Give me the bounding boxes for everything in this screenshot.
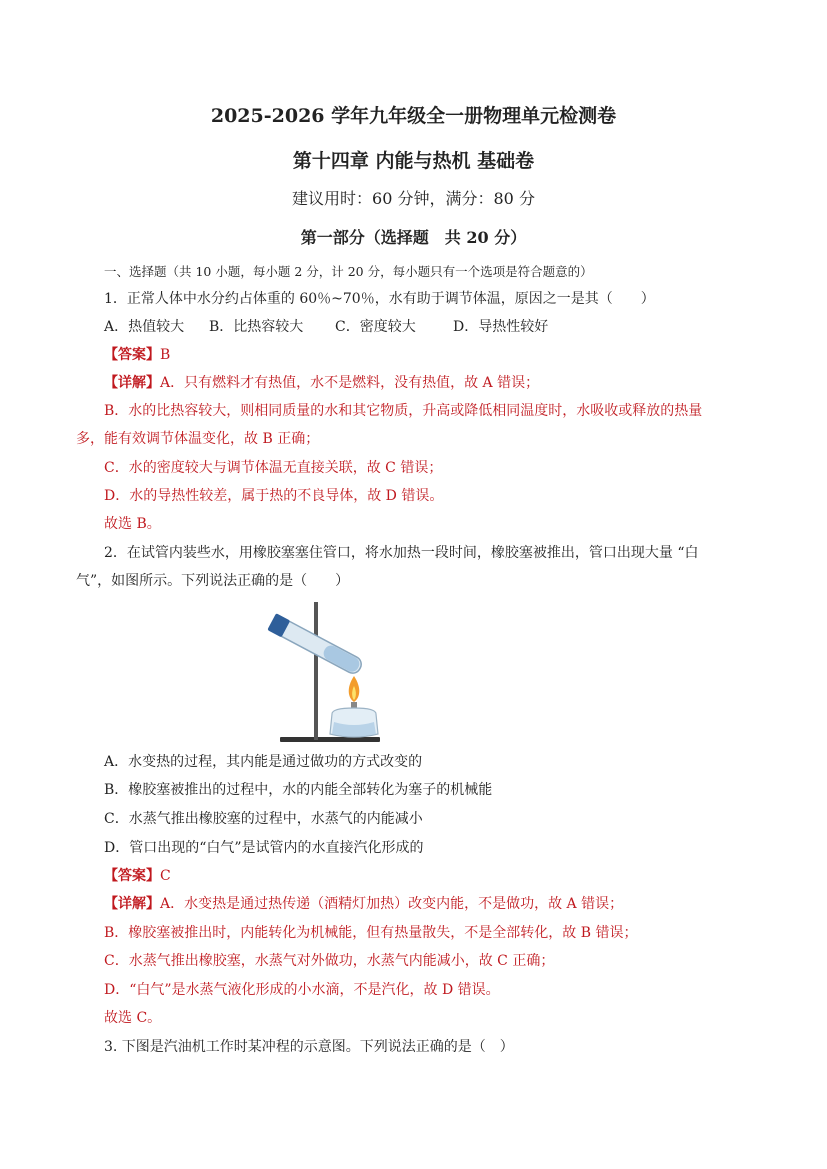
- q2-option-d: D．管口出现的“白气”是试管内的水直接汽化形成的: [104, 840, 424, 856]
- q1-detail-c: C．水的密度较大与调节体温无直接关联，故 C 错误；: [104, 460, 443, 476]
- part-title: 第一部分（选择题 共 20 分）: [300, 228, 527, 247]
- q2-answer-value: C: [160, 868, 171, 884]
- time-info: 建议用时：60 分钟，满分：80 分: [292, 189, 535, 208]
- q1-detail-a-text: A．只有燃料才有热值，水不是燃料，没有热值，故 A 错误；: [160, 375, 540, 391]
- q2-detail-a: [104, 894, 623, 914]
- q1-answer-value: B: [160, 347, 171, 363]
- q1-options: [104, 317, 548, 337]
- q2-stem-line2: 气”，如图所示。下列说法正确的是（ ）: [76, 573, 350, 589]
- q2-answer: [104, 866, 171, 886]
- test-tube-heating-figure: [262, 598, 402, 746]
- q2-stem-line1: 2．在试管内装些水，用橡胶塞塞住管口，将水加热一段时间，橡胶塞被推出，管口出现大量 “白: [104, 545, 699, 561]
- q2-conclusion: 故选 C。: [104, 1010, 162, 1026]
- q1-option-d: D．导热性较好: [453, 319, 549, 335]
- q1-option-c: C．密度较大: [335, 319, 416, 335]
- q2-detail-c: C．水蒸气推出橡胶塞，水蒸气对外做功，水蒸气内能减小，故 C 正确；: [104, 953, 555, 969]
- lamp-wick: [351, 702, 357, 708]
- q1-option-a: A．热值较大: [104, 319, 185, 335]
- q1-conclusion: 故选 B。: [104, 516, 161, 532]
- q1-detail-b1: B．水的比热容较大，则相同质量的水和其它物质，升高或降低相同温度时，水吸收或释放的热量: [104, 403, 703, 419]
- q2-detail-a-text: A．水变热是通过热传递（酒精灯加热）改变内能，不是做功，故 A 错误；: [160, 896, 624, 912]
- q1-detail-a: [104, 373, 539, 393]
- stand-base: [280, 737, 380, 742]
- detail-label: 【详解】: [104, 896, 160, 912]
- answer-label: 【答案】: [104, 868, 160, 884]
- page-title: 2025-2026 学年九年级全一册物理单元检测卷: [210, 105, 617, 127]
- q1-option-b: B．比热容较大: [209, 319, 304, 335]
- detail-label: 【详解】: [104, 375, 160, 391]
- section-heading: 一、选择题（共 10 小题，每小题 2 分，计 20 分，每小题只有一个选项是符合题意的）: [104, 264, 593, 279]
- q1-detail-d: D．水的导热性较差，属于热的不良导体，故 D 错误。: [104, 488, 444, 504]
- q1-detail-b2: 多，能有效调节体温变化，故 B 正确；: [76, 431, 320, 447]
- q2-option-c: C．水蒸气推出橡胶塞的过程中，水蒸气的内能减小: [104, 811, 423, 827]
- q2-option-b: B．橡胶塞被推出的过程中，水的内能全部转化为塞子的机械能: [104, 782, 493, 798]
- q2-option-a: A．水变热的过程，其内能是通过做功的方式改变的: [104, 754, 423, 770]
- answer-label: 【答案】: [104, 347, 160, 363]
- q1-answer: [104, 345, 170, 365]
- q3-stem: 3. 下图是汽油机工作时某冲程的示意图。下列说法正确的是（ ）: [104, 1039, 514, 1055]
- q1-stem: 1．正常人体中水分约占体重的 60％~70％，水有助于调节体温，原因之一是其（ ）: [104, 291, 655, 307]
- q2-detail-b: B．橡胶塞被推出时，内能转化为机械能，但有热量散失，不是全部转化，故 B 错误；: [104, 925, 638, 941]
- stand-rod: [314, 602, 318, 740]
- q2-detail-d: D．“白气”是水蒸气液化形成的小水滴，不是汽化，故 D 错误。: [104, 982, 500, 998]
- chapter-title: 第十四章 内能与热机 基础卷: [292, 150, 535, 172]
